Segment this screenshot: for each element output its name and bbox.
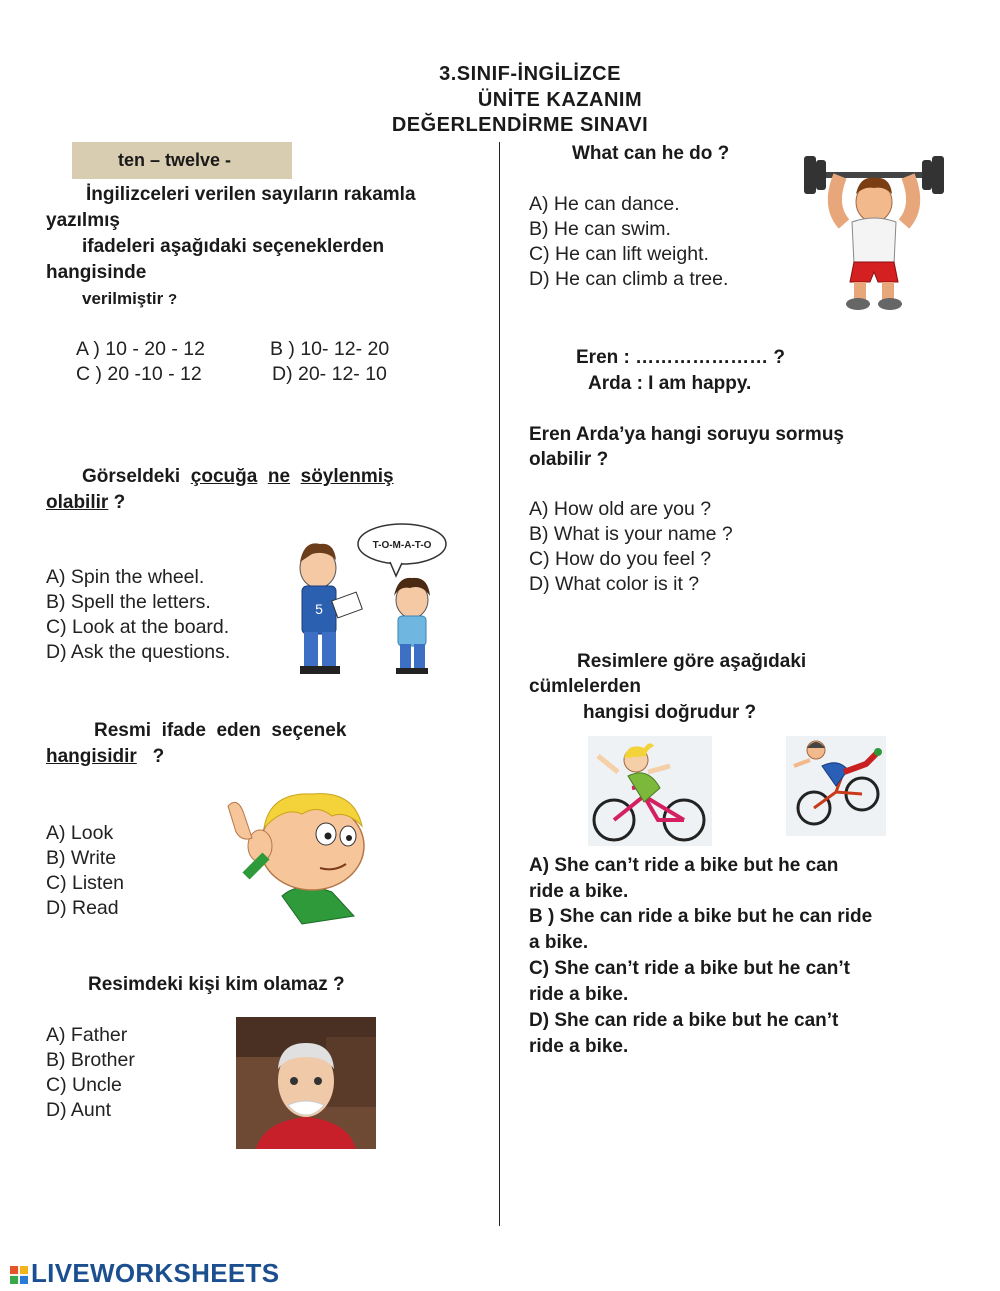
q1-number-words-box: ten – twelve -: [72, 142, 292, 179]
q1-option-a[interactable]: A ) 10 - 20 - 12: [76, 338, 205, 360]
q7-option-d[interactable]: D) She can ride a bike but he can’t ride a bike.: [529, 1010, 839, 1057]
boy-listening-illustration: [222, 776, 372, 926]
q7-question-line1: Resimlere göre aşağıdaki: [577, 651, 807, 672]
q3-option-b[interactable]: B) Write: [46, 847, 117, 869]
shirt-number: 5: [315, 601, 323, 617]
q3-option-d[interactable]: D) Read: [46, 897, 119, 919]
q5-question: What can he do ?: [572, 143, 730, 164]
logo-mark-icon: [10, 1266, 28, 1284]
q3-question-line2: hangisidir ?: [46, 746, 165, 767]
q4-option-b[interactable]: B) Brother: [46, 1049, 135, 1071]
q5-option-c[interactable]: C) He can lift weight.: [529, 243, 709, 265]
liveworksheets-logo: [10, 1258, 279, 1289]
q3-question-line1: Resmi ifade eden seçenek: [94, 720, 347, 741]
q7-question-line3: hangisi doğrudur ?: [583, 702, 757, 723]
q2-option-d[interactable]: D) Ask the questions.: [46, 641, 231, 663]
boy-riding-bike-illustration: [786, 736, 886, 836]
two-boys-spelling-illustration: [290, 520, 450, 678]
q1-option-d[interactable]: D) 20- 12- 10: [272, 363, 387, 385]
q6-dialogue-arda: Arda : I am happy.: [588, 373, 752, 394]
q6-option-d[interactable]: D) What color is it ?: [529, 573, 700, 595]
q7-option-b[interactable]: B ) She can ride a bike but he can ride a bike.: [529, 906, 873, 953]
q1-text-line4: hangisinde: [46, 262, 147, 283]
q3-option-a[interactable]: A) Look: [46, 822, 114, 844]
q1-text-line2: yazılmış: [46, 210, 120, 231]
q5-option-b[interactable]: B) He can swim.: [529, 218, 671, 240]
q1-text-line1: İngilizceleri verilen sayıların rakamla: [86, 184, 416, 205]
q7-option-c[interactable]: C) She can’t ride a bike but he can’t ride a bike.: [529, 958, 850, 1005]
q4-option-d[interactable]: D) Aunt: [46, 1099, 112, 1121]
q3-option-c[interactable]: C) Listen: [46, 872, 125, 894]
q5-option-a[interactable]: A) He can dance.: [529, 193, 680, 215]
q6-question-line2: olabilir ?: [529, 449, 609, 470]
q7-option-a[interactable]: A) She can’t ride a bike but he can ride a bike.: [529, 855, 839, 902]
q2-option-c[interactable]: C) Look at the board.: [46, 616, 230, 638]
q6-option-a[interactable]: A) How old are you ?: [529, 498, 712, 520]
title-line-3: DEĞERLENDİRME SINAVI: [391, 114, 649, 136]
q2-question-line2: olabilir ?: [46, 492, 126, 513]
q6-option-c[interactable]: C) How do you feel ?: [529, 548, 712, 570]
title-line-2: ÜNİTE KAZANIM: [477, 89, 643, 111]
q6-dialogue-eren: Eren : ………………… ?: [576, 347, 786, 368]
q1-text-line3: ifadeleri aşağıdaki seçeneklerden: [82, 236, 385, 257]
q6-question-line1: Eren Arda’ya hangi soruyu sormuş: [529, 424, 844, 445]
q7-question-line2: cümlelerden: [529, 676, 641, 697]
q4-option-a[interactable]: A) Father: [46, 1024, 128, 1046]
weightlifter-illustration: [798, 146, 950, 312]
q1-option-b[interactable]: B ) 10- 12- 20: [270, 338, 390, 360]
old-man-portrait: [236, 1017, 376, 1149]
title-line-1: 3.SINIF-İNGİLİZCE: [439, 63, 621, 85]
q4-option-c[interactable]: C) Uncle: [46, 1074, 122, 1096]
q2-option-a[interactable]: A) Spin the wheel.: [46, 566, 205, 588]
girl-riding-bike-illustration: [588, 736, 712, 846]
speech-bubble-text: T-O-M-A-T-O: [372, 540, 432, 551]
q5-option-d[interactable]: D) He can climb a tree.: [529, 268, 729, 290]
q1-text-line5: verilmiştir ?: [82, 289, 178, 308]
q1-option-c[interactable]: C ) 20 -10 - 12: [76, 363, 202, 385]
logo-text: LIVEWORKSHEETS: [31, 1258, 280, 1288]
q4-question: Resimdeki kişi kim olamaz ?: [88, 974, 345, 995]
q2-question: Görseldeki çocuğa ne söylenmiş: [82, 466, 394, 487]
q2-option-b[interactable]: B) Spell the letters.: [46, 591, 211, 613]
q6-option-b[interactable]: B) What is your name ?: [529, 523, 733, 545]
column-divider: [499, 142, 500, 1226]
